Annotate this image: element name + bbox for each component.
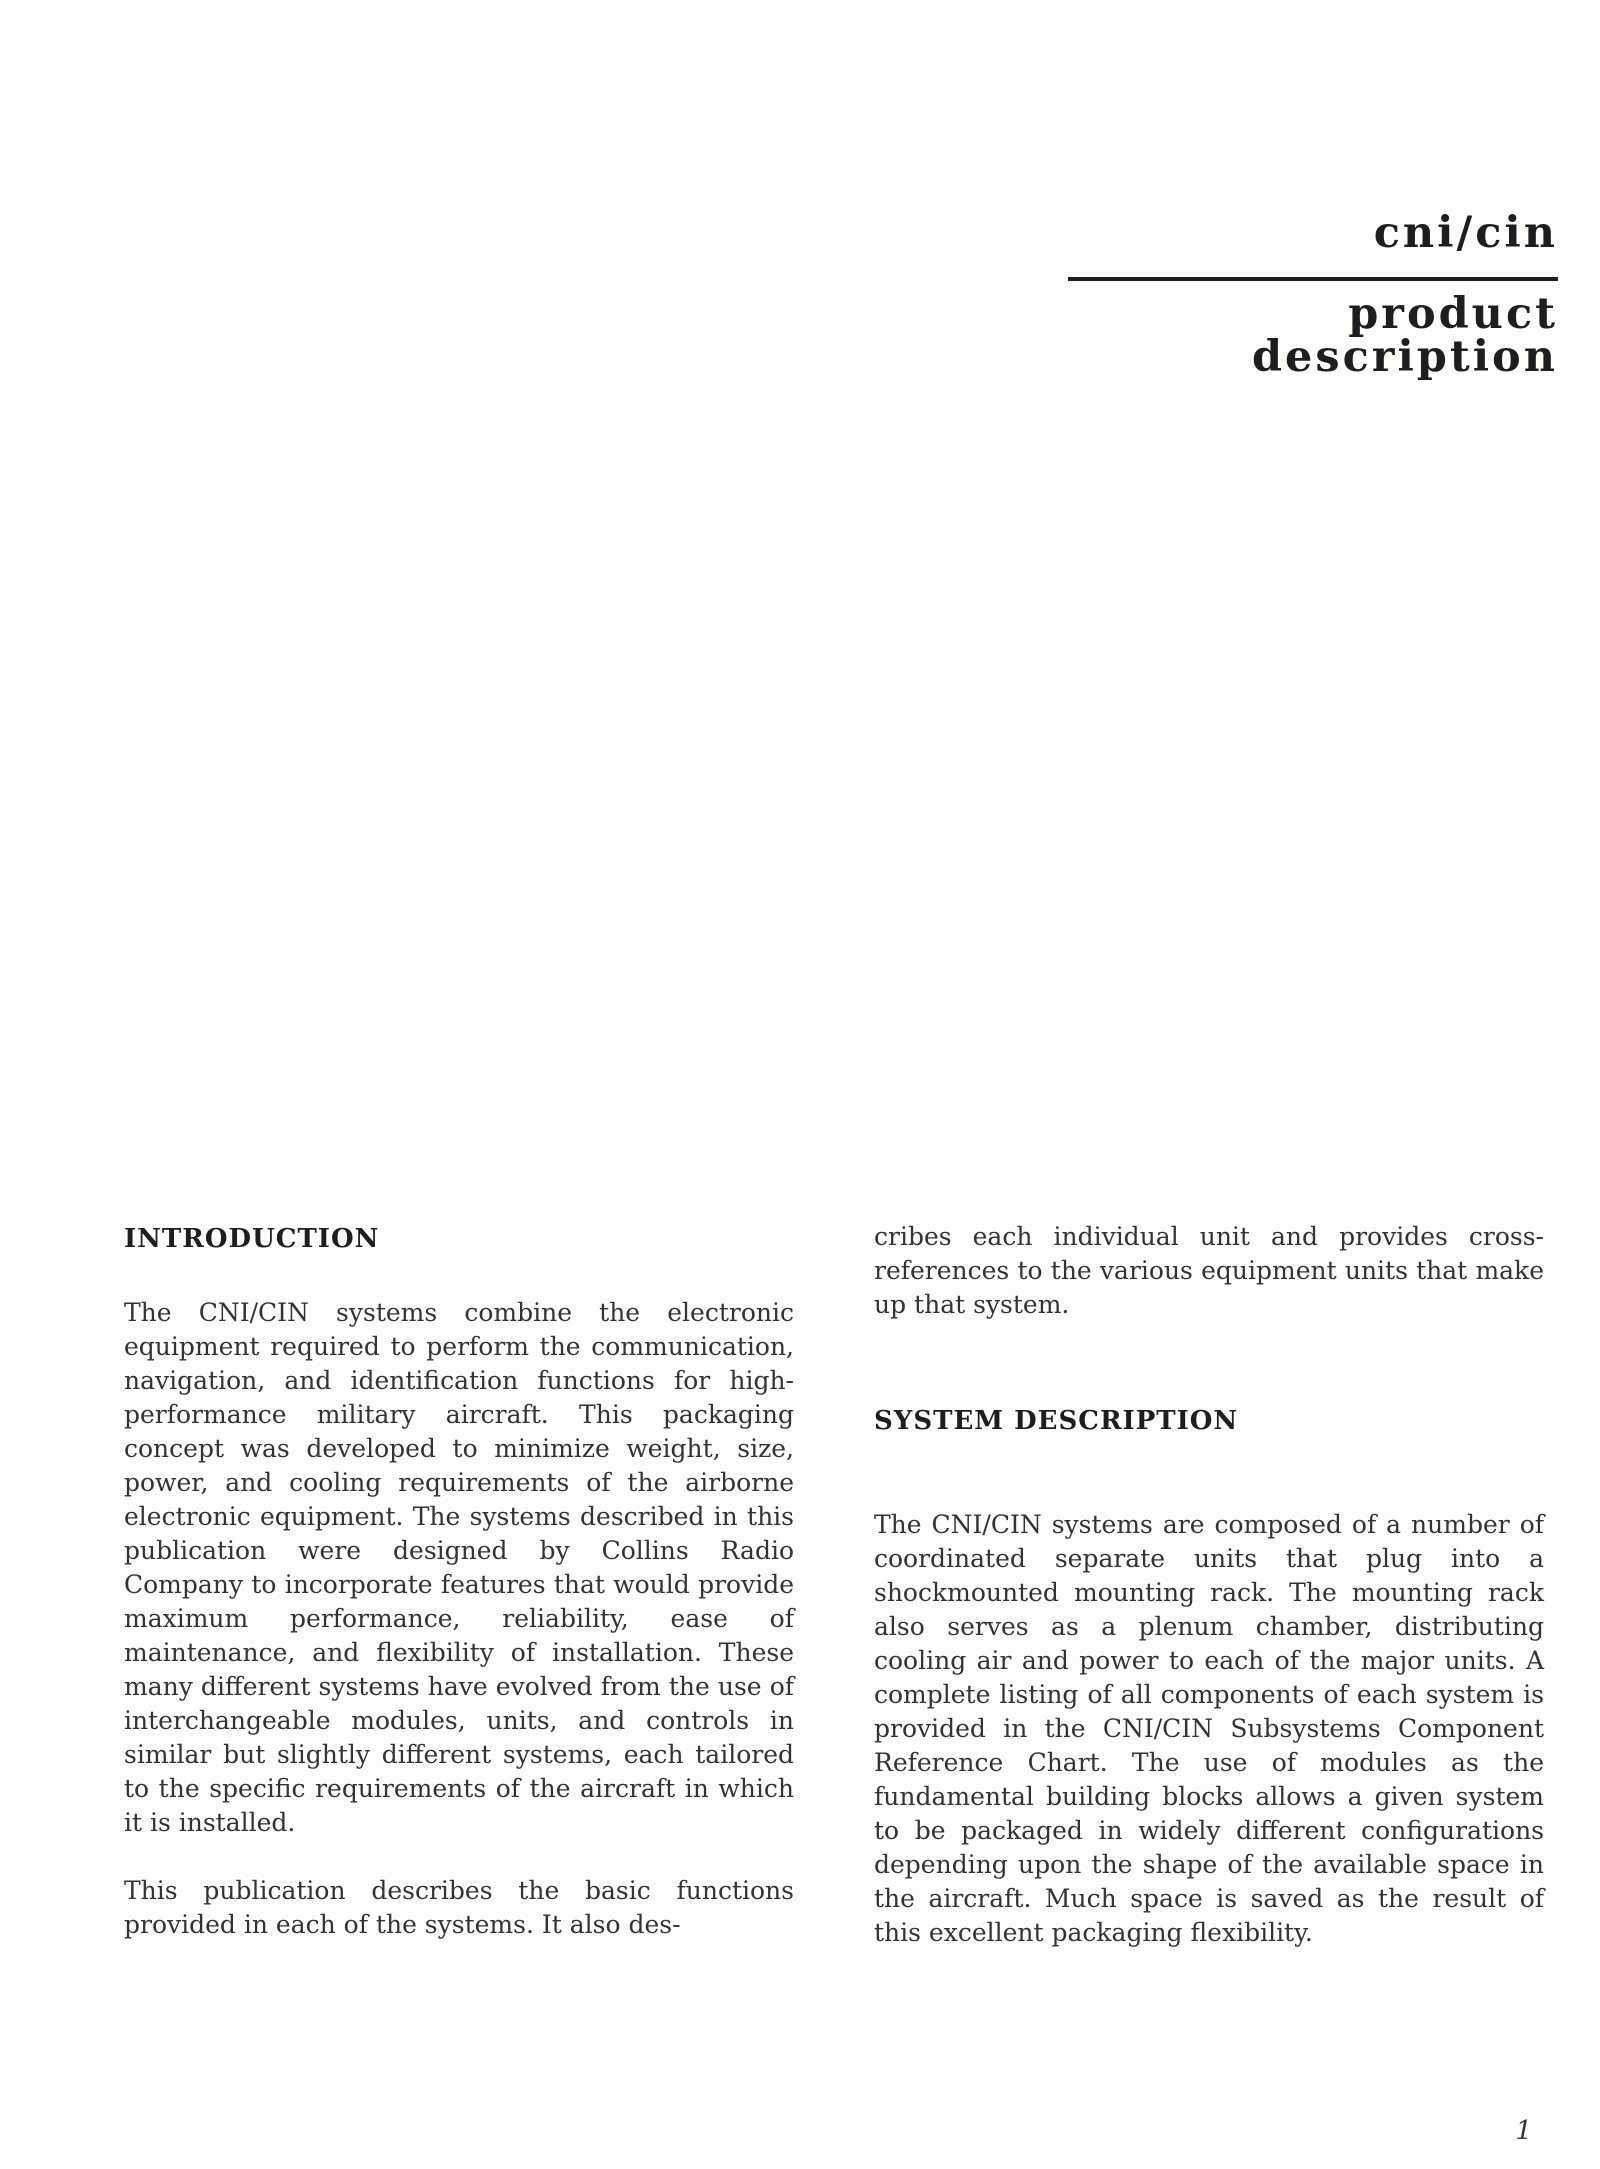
introduction-paragraph-2-part-2: cribes each individual unit and provides cross-references to the various equipment units that make up that system. (874, 1222, 1544, 1319)
introduction-paragraph-1: The CNI/CIN systems combine the electronic equipment required to perform the communication, navigation, and identification functions for high-performance military aircraft. This packaging concept was developed to minimize weight, size, power, and cooling requirements of the airborne electronic equipment. The systems described in this publication were designed by Collins Radio Company to incorporate features that would provide maximum performance, reliability, ease of maintenance, and flexibility of installation. These many different systems have evolved from the use of interchangeable modules, units, and controls in similar but slightly different systems, each tailored to the specific requirements of the aircraft in which it is installed. (124, 1298, 794, 1837)
page-number: 1 (1515, 2116, 1532, 2146)
introduction-heading: INTRODUCTION (124, 1224, 380, 1254)
system-description-paragraph-1: The CNI/CIN systems are composed of a number of coordinated separate units that plug into a shockmounted mounting rack. The mounting rack also serves as a plenum chamber, distributing cooling air and power to each of the major units. A complete listing of all components of each system is provided in the CNI/CIN Subsystems Component Reference Chart. The use of modules as the fundamental building blocks allows a given system to be packaged in widely different configurations depending upon the shape of the available space in the aircraft. Much space is saved as the result of this excellent packaging flexibility. (874, 1510, 1544, 1947)
system-description-heading: SYSTEM DESCRIPTION (874, 1406, 1239, 1436)
introduction-paragraph-2-part-1: This publication describes the basic functions provided in each of the systems. It also des- (124, 1876, 794, 1939)
right-column (874, 1220, 1544, 1950)
page-header (1068, 208, 1558, 382)
left-column (124, 1222, 794, 1942)
header-title: cni/cin (1373, 208, 1558, 258)
header-subtitle: product description (1251, 289, 1558, 382)
header-divider (1068, 277, 1558, 281)
